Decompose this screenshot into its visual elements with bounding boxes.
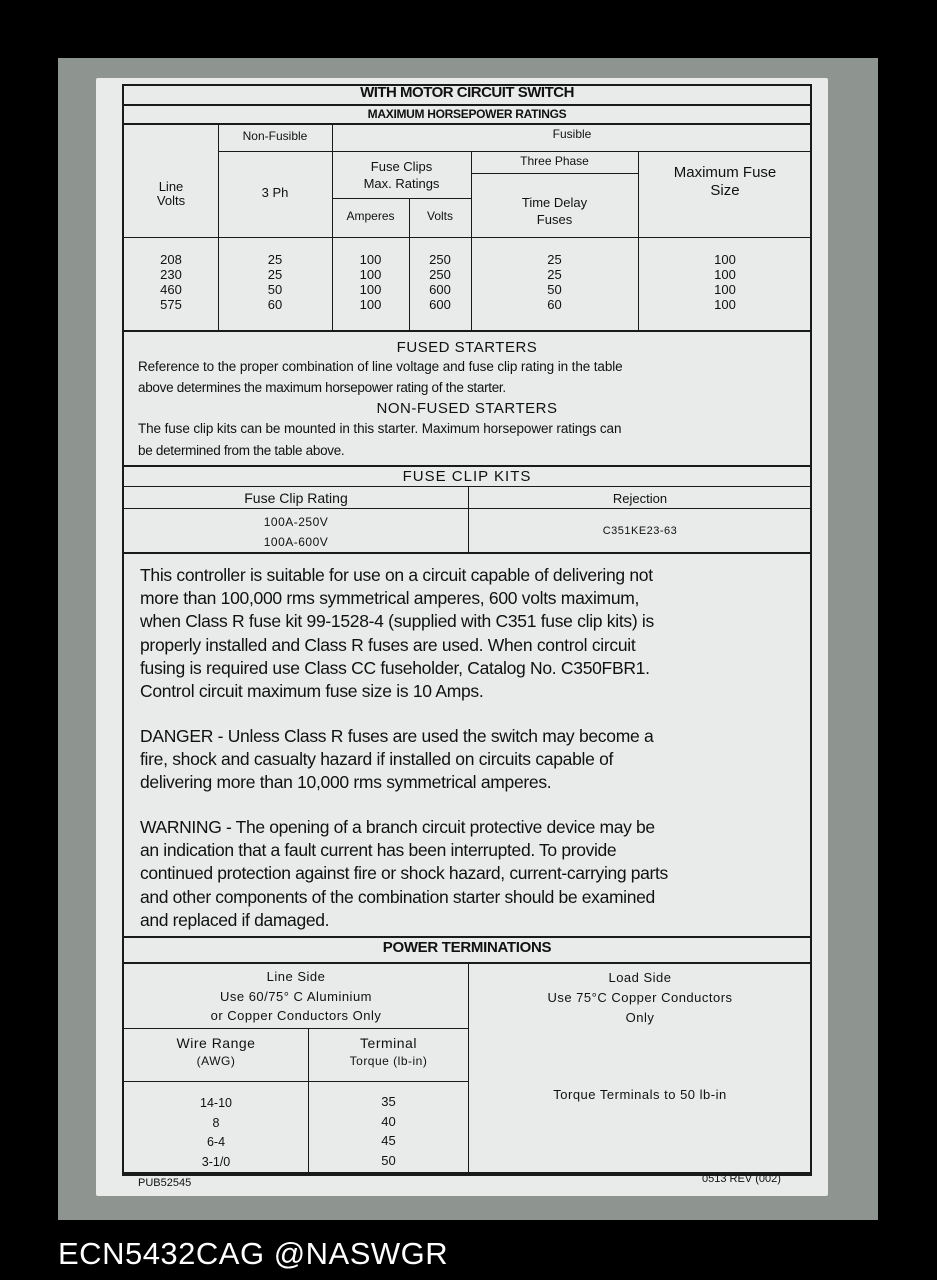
line-side-header: Line Side bbox=[266, 969, 326, 984]
non-fused-starters-title: NON-FUSED STARTERS bbox=[376, 400, 558, 417]
wire-range-header: Wire Range bbox=[176, 1035, 256, 1051]
line-volts-values bbox=[124, 253, 218, 313]
fuse-clip-kits-title: FUSE CLIP KITS bbox=[402, 468, 532, 485]
notice-line: Control circuit maximum fuse size is 10 Amps. bbox=[140, 681, 484, 702]
watermark-caption: ECN5432CAG @NASWGR bbox=[58, 1236, 449, 1271]
notice-line: fusing is required use Class CC fuseholder, Catalog No. C350FBR1. bbox=[140, 657, 650, 678]
max-fuse-header: Maximum Fuse bbox=[673, 164, 777, 181]
time-delay-values bbox=[471, 253, 638, 313]
notice-line: more than 100,000 rms symmetrical amperes, 600 volts maximum, bbox=[140, 588, 640, 609]
table-cell: 600 bbox=[429, 296, 451, 312]
table-cell: 60 bbox=[267, 296, 283, 312]
table-cell: 35 bbox=[381, 1094, 396, 1109]
table-cell: 100 bbox=[714, 266, 736, 282]
table-cell: 250 bbox=[429, 266, 451, 282]
nameplate-label bbox=[96, 78, 828, 1196]
table-cell: 100 bbox=[714, 281, 736, 297]
fuse-clip-rating-1: 100A-250V bbox=[263, 515, 329, 529]
danger-line: fire, shock and casualty hazard if installed on circuits capable of bbox=[140, 749, 614, 770]
danger-line: delivering more than 10,000 rms symmetrical amperes. bbox=[140, 772, 552, 793]
label-subtitle: MAXIMUM HORSEPOWER RATINGS bbox=[367, 107, 567, 121]
time-delay-header-2: Fuses bbox=[536, 212, 573, 227]
table-cell: 6-4 bbox=[206, 1135, 226, 1149]
table-cell: 230 bbox=[160, 266, 182, 282]
fuse-clips-header-2: Max. Ratings bbox=[363, 176, 440, 191]
table-cell: 100 bbox=[359, 252, 382, 267]
line-volts-header-2: Volts bbox=[156, 193, 186, 208]
table-cell: 25 bbox=[267, 266, 283, 282]
table-cell: 100 bbox=[359, 296, 382, 312]
table-cell: 100 bbox=[359, 281, 382, 297]
three-phase-header: Three Phase bbox=[520, 154, 589, 168]
load-torque-text: Torque Terminals to 50 lb-in bbox=[553, 1087, 727, 1102]
fusible-header: Fusible bbox=[552, 127, 592, 141]
terminal-header: Terminal bbox=[360, 1035, 417, 1051]
hp3-values bbox=[218, 253, 332, 313]
table-cell: 60 bbox=[547, 296, 562, 312]
label-title: WITH MOTOR CIRCUIT SWITCH bbox=[360, 84, 574, 101]
line-side-text-1: Use 60/75° C Aluminium bbox=[219, 989, 373, 1004]
table-cell: 40 bbox=[381, 1113, 396, 1129]
rejection-header: Rejection bbox=[612, 491, 668, 506]
torque-values bbox=[309, 1092, 468, 1170]
max-fuse-header-2: Size bbox=[710, 182, 740, 199]
power-terminations-title: POWER TERMINATIONS bbox=[382, 939, 552, 956]
non-fusible-header: Non-Fusible bbox=[242, 129, 308, 143]
table-cell: 45 bbox=[381, 1133, 396, 1148]
load-side-header: Load Side bbox=[608, 970, 672, 985]
non-fused-starters-text-2: be determined from the table above. bbox=[138, 443, 345, 458]
amps-values bbox=[332, 253, 409, 313]
wire-range-values bbox=[124, 1094, 308, 1172]
torque-unit: Torque (lb-in) bbox=[349, 1054, 428, 1068]
warning-line: WARNING - The opening of a branch circuit protective device may be bbox=[140, 817, 655, 837]
clip-volts-values bbox=[409, 253, 471, 313]
suitability-notice bbox=[140, 564, 654, 703]
table-cell: 8 bbox=[212, 1115, 220, 1130]
table-cell: 50 bbox=[547, 281, 562, 297]
fused-starters-text-2: above determines the maximum horsepower rating of the starter. bbox=[138, 380, 506, 395]
table-cell: 575 bbox=[160, 296, 182, 312]
time-delay-header: Time Delay bbox=[521, 195, 588, 210]
wire-range-unit: (AWG) bbox=[196, 1054, 236, 1068]
three-ph-header: 3 Ph bbox=[261, 185, 289, 200]
table-cell: 460 bbox=[160, 281, 182, 297]
fuse-clips-header: Fuse Clips bbox=[370, 159, 433, 174]
revision-number: 0513 REV (002) bbox=[702, 1173, 781, 1185]
table-cell: 25 bbox=[267, 252, 283, 267]
danger-line: DANGER - Unless Class R fuses are used the switch may become a bbox=[140, 726, 654, 746]
table-cell: 100 bbox=[359, 266, 382, 282]
fused-starters-text-1: Reference to the proper combination of line voltage and fuse clip rating in the table bbox=[138, 359, 623, 374]
notice-line: This controller is suitable for use on a circuit capable of delivering not bbox=[140, 565, 653, 585]
warning-line: and other components of the combination starter should be examined bbox=[140, 886, 655, 907]
load-side-text-2: Only bbox=[625, 1010, 655, 1025]
fuse-clip-rating-header: Fuse Clip Rating bbox=[244, 490, 348, 506]
volts-header: Volts bbox=[426, 209, 453, 223]
table-cell: 50 bbox=[267, 281, 283, 297]
table-cell: 50 bbox=[381, 1152, 396, 1168]
max-fuse-values bbox=[638, 253, 812, 313]
warning-notice bbox=[140, 816, 668, 932]
rejection-catalog: C351KE23-63 bbox=[602, 525, 678, 537]
line-side-text-2: or Copper Conductors Only bbox=[210, 1008, 382, 1023]
table-cell: 100 bbox=[714, 252, 736, 267]
line-volts-header: Line bbox=[158, 179, 184, 194]
danger-notice bbox=[140, 725, 653, 795]
publication-number: PUB52545 bbox=[138, 1177, 192, 1189]
table-cell: 250 bbox=[429, 252, 451, 267]
table-cell: 600 bbox=[429, 281, 451, 297]
table-cell: 100 bbox=[714, 296, 736, 312]
table-cell: 14-10 bbox=[200, 1096, 232, 1110]
fuse-clip-rating-2: 100A-600V bbox=[263, 535, 329, 549]
amperes-header: Amperes bbox=[346, 209, 395, 223]
warning-line: an indication that a fault current has been interrupted. To provide bbox=[140, 840, 617, 861]
non-fused-starters-text-1: The fuse clip kits can be mounted in this starter. Maximum horsepower ratings can bbox=[138, 421, 622, 436]
table-cell: 208 bbox=[160, 252, 182, 267]
notice-line: properly installed and Class R fuses are used. When control circuit bbox=[140, 634, 636, 655]
warning-line: continued protection against fire or shock hazard, current-carrying parts bbox=[140, 863, 668, 884]
table-cell: 3-1/0 bbox=[201, 1154, 231, 1169]
fused-starters-title: FUSED STARTERS bbox=[396, 339, 538, 356]
table-cell: 25 bbox=[547, 252, 562, 267]
table-cell: 25 bbox=[547, 266, 562, 282]
warning-line: and replaced if damaged. bbox=[140, 909, 330, 930]
load-side-text-1: Use 75°C Copper Conductors bbox=[547, 990, 733, 1005]
notice-line: when Class R fuse kit 99-1528-4 (supplied with C351 fuse clip kits) is bbox=[140, 611, 654, 632]
